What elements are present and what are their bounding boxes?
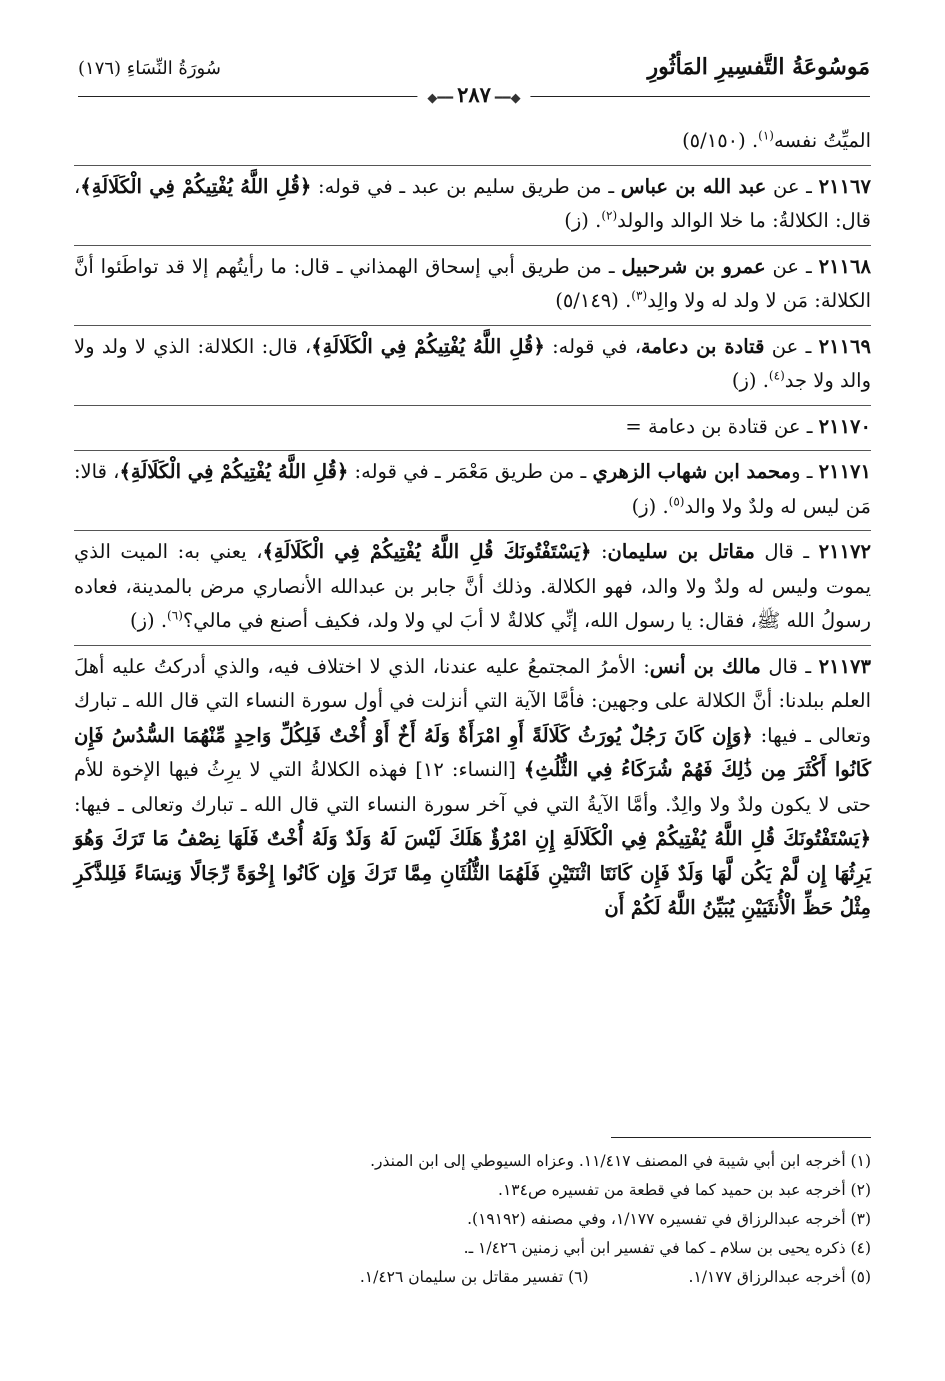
entry-text: الميِّتُ نفسه (773, 129, 871, 152)
entry-21173 (74, 645, 871, 926)
page-number-wrap (417, 82, 530, 107)
entry-text: ـ من طريق سليم بن عبد ـ في قوله: (311, 174, 621, 198)
entry-21171 (74, 450, 871, 524)
narrator-name: مقاتل بن سليمان (607, 540, 755, 563)
entry-prefix: ـ عن (764, 334, 819, 358)
entry-number: ٢١١٦٨ (818, 254, 871, 278)
ornament-icon: ◆━━ (494, 91, 521, 106)
page-header (78, 52, 870, 107)
footnote-row (74, 1263, 871, 1292)
narrator-name: محمد ابن شهاب الزهري (592, 460, 792, 483)
entry-21168 (74, 245, 871, 319)
entry-source: . (ز) (631, 494, 669, 518)
footnote-ref[interactable]: (٢) (601, 208, 618, 223)
entry-prefix: ـ قال (754, 540, 819, 563)
entry-text: ، قال: الكلالةُ: ما خلا الوالد والولد (74, 174, 871, 232)
entry-text: ، في قوله: (544, 334, 642, 358)
quran-verse: ﴿يَسْتَفْتُونَكَ قُلِ اللَّهُ يُفْتِيكُمْ فِي الْكَلَالَةِ إِنِ امْرُؤٌ هَلَكَ لَيْسَ لَهُ وَلَدٌ وَلَهُ أُخْتٌ فَلَهَا نِصْفُ مَا تَرَكَ وَهُوَ يَرِثُهَا إِن لَّمْ يَكُن لَّهَا وَلَدٌ فَإِن كَانَتَا اثْنَتَيْنِ فَلَهُمَا الثُّلُثَانِ مِمَّا تَرَكَ وَإِن كَانُوا إِخْوَةً رِّجَالًا وَنِسَاءً فَلِلذَّكَرِ مِثْلُ حَظِّ الْأُنثَيَيْنِ يُبَيِّنُ اللَّهُ لَكُمْ أَن (74, 827, 871, 919)
footnote-3: (٣) أخرجه عبدالرزاق في تفسيره ١/١٧٧، وفي مصنفه (١٩١٩٢). (467, 1210, 871, 1228)
entry-prefix: ـ عن (767, 414, 819, 438)
footnote-2: (٢) أخرجه عبد بن حميد كما في قطعة من تفسيره ص١٣٤. (498, 1181, 871, 1199)
page-number: ٢٨٧ (457, 82, 491, 107)
entry-source: . (٥/١٥٠) (682, 129, 759, 152)
footnote-ref[interactable]: (٣) (631, 288, 648, 303)
entry-source: . (ز) (564, 209, 602, 232)
quran-verse: ﴿قُلِ اللَّهُ يُفْتِيكُمْ فِي الْكَلَالَةِ﴾ (80, 174, 312, 198)
entry-text: ، يعني به: الميت الذي يموت وليس له ولدٌ ولا والد، فهو الكلالة. وذلك أنَّ جابر بن عبدالله الأنصاري مرض بالمدينة، فعاده رسولُ الله ﷺ، فقال: يا رسول الله، إنِّي كلالةٌ لا أبَ لي ولا ولد، فكيف أصنع في مالي؟ (74, 540, 871, 632)
entry-source: . (ز) (130, 609, 168, 632)
footnote-ref[interactable]: (٤) (768, 368, 785, 383)
footnote-4: (٤) ذكره يحيى بن سلام ـ كما في تفسير ابن أبي زمنين ١/٤٢٦ ـ. (463, 1239, 871, 1257)
entry-number: ٢١١٧١ (818, 460, 871, 483)
footnote-ref[interactable]: (١) (758, 128, 774, 143)
entry-continuation (74, 124, 871, 159)
entry-21170 (74, 405, 871, 445)
ornament-icon: ━━◆ (427, 91, 454, 106)
surah-title: سُورَةُ النِّسَاءِ (١٧٦) (78, 58, 221, 79)
footnotes (74, 1147, 871, 1292)
entry-text: : (591, 540, 608, 563)
narrator-name: عمرو بن شرحبيل (621, 254, 766, 278)
book-title: مَوسُوعَةُ التَّفسِيرِ المَأثُورِ (647, 54, 870, 80)
narrator-name: عبد الله بن عباس (620, 174, 767, 198)
entry-prefix: ـ قال (760, 654, 819, 678)
footnote-1: (١) أخرجه ابن أبي شيبة في المصنف ١١/٤١٧. وعزاه السيوطي إلى ابن المنذر. (370, 1152, 871, 1170)
entry-source: . (ز) (731, 369, 769, 392)
footnote-rule (611, 1137, 871, 1138)
narrator-name: مالك بن أنس (649, 654, 761, 678)
footnote-ref[interactable]: (٥) (668, 494, 685, 508)
entry-21172 (74, 530, 871, 639)
entry-prefix: ـ عن (765, 254, 819, 278)
entry-text: ـ من طريق مَعْمَر ـ في قوله: (348, 460, 593, 483)
entry-number: ٢١١٦٩ (818, 334, 872, 358)
narrator-name: قتادة بن دعامة (641, 334, 765, 358)
entry-21167 (74, 165, 871, 239)
entry-number: ٢١١٧٣ (818, 654, 871, 678)
entry-prefix: ـ عن (766, 174, 819, 198)
quran-verse: ﴿قُلِ اللَّهُ يُفْتِيكُمْ فِي الْكَلَالَةِ﴾ (119, 460, 349, 483)
entry-source: . (٥/١٤٩) (555, 289, 632, 312)
entry-number: ٢١١٧٢ (818, 540, 871, 563)
entry-prefix: ـ و (791, 460, 819, 483)
quran-verse: ﴿قُلِ اللَّهُ يُفْتِيكُمْ فِي الْكَلَالَةِ﴾ (311, 334, 545, 358)
entry-21169 (74, 325, 871, 399)
entry-text: : الأمرُ المجتمعُ عليه عندنا، الذي لا اختلاف فيه، والذي أدركتُ عليه أهلَ العلم ببلدنا: أنَّ الكلالة على وجهين: فأمَّا الآية التي أنزلت في أول سورة النساء التي قال الله ـ تبارك وتعالى ـ فيها: (74, 654, 871, 747)
entry-text: قتادة بن دعامة = (625, 414, 768, 438)
footnote-5: (٥) أخرجه عبدالرزاق ١/١٧٧. (688, 1268, 871, 1286)
footnote-ref[interactable]: (٦) (167, 608, 183, 623)
page-body (74, 124, 871, 926)
quran-verse: ﴿وَإِن كَانَ رَجُلٌ يُورَثُ كَلَالَةً أَوِ امْرَأَةٌ وَلَهُ أَخٌ أَوْ أُخْتٌ فَلِكُلِّ وَاحِدٍ مِّنْهُمَا السُّدُسُ فَإِن كَانُوا أَكْثَرَ مِن ذَٰلِكَ فَهُمْ شُرَكَاءُ فِي الثُّلُثِ﴾ (74, 723, 871, 781)
footnote-6: (٦) تفسير مقاتل بن سليمان ١/٤٢٦. (359, 1268, 589, 1286)
entry-text: ، قالا: مَن ليس له ولدٌ ولا والد (73, 460, 871, 518)
entry-number: ٢١١٧٠ (818, 414, 871, 438)
entry-number: ٢١١٦٧ (818, 174, 871, 198)
entry-text: [النساء: ١٢] فهذه الكلالةُ التي لا يرِثُ فيها الإخوة للأم حتى لا يكون ولدٌ ولا والِدٌ. وأمَّا الآيةُ التي في آخر سورة النساء التي قال الله ـ تبارك وتعالى ـ فيها: (74, 758, 871, 816)
entry-text: ـ من طريق أبي إسحاق الهمذاني ـ قال: ما رأيتُهم إلا قد تواطَئوا أنَّ الكلالة: مَن لا ولد له ولا والِد (74, 254, 871, 312)
quran-verse: ﴿يَسْتَفْتُونَكَ قُلِ اللَّهُ يُفْتِيكُمْ فِي الْكَلَالَةِ﴾ (262, 540, 592, 563)
entry-text: ، قال: الكلالة: الذي لا ولد ولا والد ولا جد (74, 334, 871, 392)
